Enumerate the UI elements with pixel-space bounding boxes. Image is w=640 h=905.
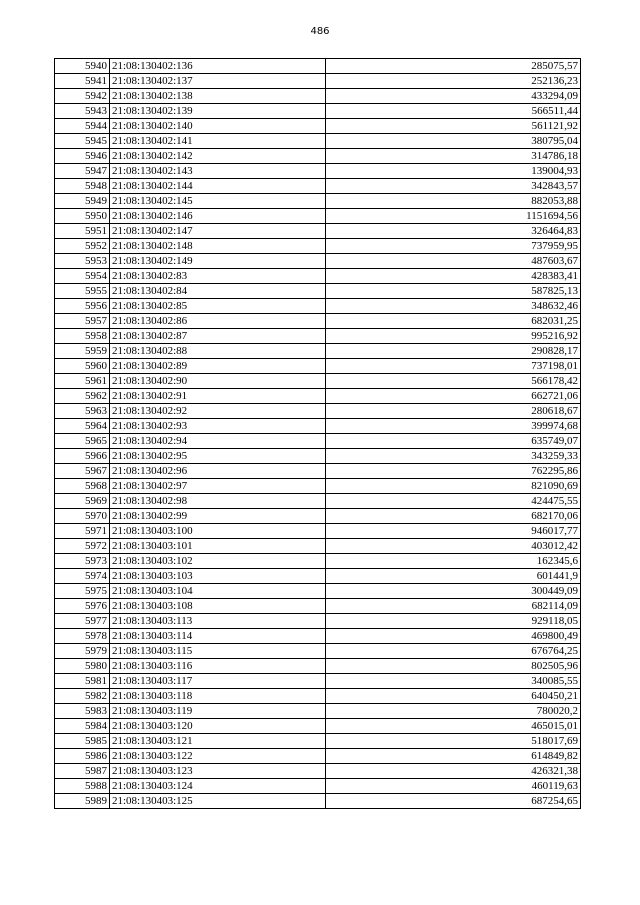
cadastral-value-cell: 340085,55 — [326, 674, 581, 689]
cadastral-value-cell: 882053,88 — [326, 194, 581, 209]
row-number-cell: 5948 — [55, 179, 110, 194]
row-number-cell: 5973 — [55, 554, 110, 569]
table-row — [55, 104, 581, 119]
table-row — [55, 119, 581, 134]
cadastral-value-cell: 635749,07 — [326, 434, 581, 449]
row-number-cell: 5969 — [55, 494, 110, 509]
cadastral-number-cell: 21:08:130403:120 — [110, 719, 326, 734]
cadastral-number-cell: 21:08:130403:115 — [110, 644, 326, 659]
row-number-cell: 5954 — [55, 269, 110, 284]
table-row — [55, 734, 581, 749]
table-row — [55, 644, 581, 659]
cadastral-value-cell: 1151694,56 — [326, 209, 581, 224]
row-number-cell: 5956 — [55, 299, 110, 314]
row-number-cell: 5962 — [55, 389, 110, 404]
cadastral-value-cell: 399974,68 — [326, 419, 581, 434]
cadastral-number-cell: 21:08:130402:139 — [110, 104, 326, 119]
cadastral-number-cell: 21:08:130403:118 — [110, 689, 326, 704]
row-number-cell: 5946 — [55, 149, 110, 164]
table-row — [55, 659, 581, 674]
cadastral-value-cell: 424475,55 — [326, 494, 581, 509]
cadastral-number-cell: 21:08:130402:86 — [110, 314, 326, 329]
cadastral-number-cell: 21:08:130403:100 — [110, 524, 326, 539]
cadastral-number-cell: 21:08:130403:121 — [110, 734, 326, 749]
table-row — [55, 614, 581, 629]
cadastral-number-cell: 21:08:130403:117 — [110, 674, 326, 689]
row-number-cell: 5982 — [55, 689, 110, 704]
cadastral-number-cell: 21:08:130402:143 — [110, 164, 326, 179]
table-row — [55, 374, 581, 389]
registry-table — [54, 58, 581, 809]
cadastral-value-cell: 460119,63 — [326, 779, 581, 794]
row-number-cell: 5953 — [55, 254, 110, 269]
cadastral-value-cell: 326464,83 — [326, 224, 581, 239]
cadastral-number-cell: 21:08:130402:149 — [110, 254, 326, 269]
cadastral-number-cell: 21:08:130403:116 — [110, 659, 326, 674]
cadastral-value-cell: 290828,17 — [326, 344, 581, 359]
cadastral-value-cell: 518017,69 — [326, 734, 581, 749]
table-row — [55, 179, 581, 194]
cadastral-value-cell: 561121,92 — [326, 119, 581, 134]
cadastral-number-cell: 21:08:130402:144 — [110, 179, 326, 194]
cadastral-value-cell: 487603,67 — [326, 254, 581, 269]
cadastral-number-cell: 21:08:130402:93 — [110, 419, 326, 434]
cadastral-value-cell: 587825,13 — [326, 284, 581, 299]
row-number-cell: 5966 — [55, 449, 110, 464]
row-number-cell: 5978 — [55, 629, 110, 644]
cadastral-value-cell: 300449,09 — [326, 584, 581, 599]
row-number-cell: 5987 — [55, 764, 110, 779]
cadastral-number-cell: 21:08:130403:101 — [110, 539, 326, 554]
cadastral-value-cell: 821090,69 — [326, 479, 581, 494]
cadastral-number-cell: 21:08:130402:94 — [110, 434, 326, 449]
cadastral-value-cell: 762295,86 — [326, 464, 581, 479]
row-number-cell: 5959 — [55, 344, 110, 359]
cadastral-number-cell: 21:08:130402:146 — [110, 209, 326, 224]
row-number-cell: 5970 — [55, 509, 110, 524]
cadastral-number-cell: 21:08:130402:142 — [110, 149, 326, 164]
row-number-cell: 5979 — [55, 644, 110, 659]
cadastral-number-cell: 21:08:130403:102 — [110, 554, 326, 569]
cadastral-number-cell: 21:08:130403:119 — [110, 704, 326, 719]
table-row — [55, 209, 581, 224]
cadastral-value-cell: 139004,93 — [326, 164, 581, 179]
row-number-cell: 5989 — [55, 794, 110, 809]
cadastral-number-cell: 21:08:130402:84 — [110, 284, 326, 299]
cadastral-number-cell: 21:08:130402:95 — [110, 449, 326, 464]
table-row — [55, 434, 581, 449]
table-row — [55, 689, 581, 704]
row-number-cell: 5981 — [55, 674, 110, 689]
table-row — [55, 779, 581, 794]
table-row — [55, 74, 581, 89]
table-row — [55, 629, 581, 644]
cadastral-value-cell: 995216,92 — [326, 329, 581, 344]
table-row — [55, 419, 581, 434]
cadastral-value-cell: 929118,05 — [326, 614, 581, 629]
cadastral-number-cell: 21:08:130402:138 — [110, 89, 326, 104]
cadastral-number-cell: 21:08:130403:113 — [110, 614, 326, 629]
cadastral-number-cell: 21:08:130402:99 — [110, 509, 326, 524]
cadastral-value-cell: 342843,57 — [326, 179, 581, 194]
registry-table-body — [55, 59, 581, 809]
cadastral-value-cell: 802505,96 — [326, 659, 581, 674]
cadastral-number-cell: 21:08:130402:148 — [110, 239, 326, 254]
table-row — [55, 329, 581, 344]
row-number-cell: 5957 — [55, 314, 110, 329]
table-row — [55, 59, 581, 74]
row-number-cell: 5968 — [55, 479, 110, 494]
row-number-cell: 5951 — [55, 224, 110, 239]
row-number-cell: 5952 — [55, 239, 110, 254]
row-number-cell: 5980 — [55, 659, 110, 674]
cadastral-value-cell: 566178,42 — [326, 374, 581, 389]
cadastral-value-cell: 314786,18 — [326, 149, 581, 164]
row-number-cell: 5985 — [55, 734, 110, 749]
page-number: 486 — [310, 26, 330, 37]
cadastral-value-cell: 946017,77 — [326, 524, 581, 539]
cadastral-number-cell: 21:08:130403:123 — [110, 764, 326, 779]
table-row — [55, 569, 581, 584]
cadastral-value-cell: 780020,2 — [326, 704, 581, 719]
row-number-cell: 5944 — [55, 119, 110, 134]
row-number-cell: 5942 — [55, 89, 110, 104]
table-row — [55, 314, 581, 329]
table-row — [55, 794, 581, 809]
table-row — [55, 284, 581, 299]
table-row — [55, 449, 581, 464]
row-number-cell: 5965 — [55, 434, 110, 449]
cadastral-number-cell: 21:08:130403:104 — [110, 584, 326, 599]
cadastral-value-cell: 601441,9 — [326, 569, 581, 584]
cadastral-number-cell: 21:08:130402:96 — [110, 464, 326, 479]
row-number-cell: 5950 — [55, 209, 110, 224]
cadastral-value-cell: 403012,42 — [326, 539, 581, 554]
table-row — [55, 704, 581, 719]
row-number-cell: 5941 — [55, 74, 110, 89]
cadastral-value-cell: 662721,06 — [326, 389, 581, 404]
row-number-cell: 5988 — [55, 779, 110, 794]
row-number-cell: 5976 — [55, 599, 110, 614]
cadastral-value-cell: 343259,33 — [326, 449, 581, 464]
cadastral-value-cell: 348632,46 — [326, 299, 581, 314]
cadastral-value-cell: 566511,44 — [326, 104, 581, 119]
cadastral-number-cell: 21:08:130402:83 — [110, 269, 326, 284]
table-row — [55, 134, 581, 149]
table-row — [55, 164, 581, 179]
table-row — [55, 404, 581, 419]
cadastral-number-cell: 21:08:130403:124 — [110, 779, 326, 794]
table-row — [55, 479, 581, 494]
row-number-cell: 5949 — [55, 194, 110, 209]
cadastral-number-cell: 21:08:130402:98 — [110, 494, 326, 509]
row-number-cell: 5977 — [55, 614, 110, 629]
cadastral-value-cell: 687254,65 — [326, 794, 581, 809]
row-number-cell: 5967 — [55, 464, 110, 479]
row-number-cell: 5940 — [55, 59, 110, 74]
table-row — [55, 749, 581, 764]
table-row — [55, 359, 581, 374]
row-number-cell: 5955 — [55, 284, 110, 299]
cadastral-number-cell: 21:08:130402:140 — [110, 119, 326, 134]
table-row — [55, 674, 581, 689]
table-row — [55, 464, 581, 479]
table-row — [55, 194, 581, 209]
cadastral-number-cell: 21:08:130402:147 — [110, 224, 326, 239]
cadastral-value-cell: 285075,57 — [326, 59, 581, 74]
cadastral-number-cell: 21:08:130402:136 — [110, 59, 326, 74]
table-row — [55, 494, 581, 509]
cadastral-number-cell: 21:08:130402:97 — [110, 479, 326, 494]
table-row — [55, 764, 581, 779]
row-number-cell: 5961 — [55, 374, 110, 389]
cadastral-number-cell: 21:08:130403:125 — [110, 794, 326, 809]
row-number-cell: 5947 — [55, 164, 110, 179]
row-number-cell: 5971 — [55, 524, 110, 539]
cadastral-value-cell: 433294,09 — [326, 89, 581, 104]
table-row — [55, 224, 581, 239]
cadastral-number-cell: 21:08:130402:88 — [110, 344, 326, 359]
cadastral-number-cell: 21:08:130402:141 — [110, 134, 326, 149]
row-number-cell: 5972 — [55, 539, 110, 554]
table-row — [55, 269, 581, 284]
cadastral-number-cell: 21:08:130402:92 — [110, 404, 326, 419]
row-number-cell: 5945 — [55, 134, 110, 149]
row-number-cell: 5964 — [55, 419, 110, 434]
cadastral-value-cell: 465015,01 — [326, 719, 581, 734]
cadastral-number-cell: 21:08:130402:85 — [110, 299, 326, 314]
cadastral-value-cell: 428383,41 — [326, 269, 581, 284]
cadastral-value-cell: 614849,82 — [326, 749, 581, 764]
cadastral-value-cell: 469800,49 — [326, 629, 581, 644]
row-number-cell: 5984 — [55, 719, 110, 734]
row-number-cell: 5975 — [55, 584, 110, 599]
cadastral-value-cell: 682170,06 — [326, 509, 581, 524]
cadastral-value-cell: 682031,25 — [326, 314, 581, 329]
row-number-cell: 5983 — [55, 704, 110, 719]
table-row — [55, 539, 581, 554]
cadastral-number-cell: 21:08:130402:90 — [110, 374, 326, 389]
table-row — [55, 719, 581, 734]
row-number-cell: 5958 — [55, 329, 110, 344]
table-row — [55, 344, 581, 359]
cadastral-number-cell: 21:08:130403:122 — [110, 749, 326, 764]
table-row — [55, 509, 581, 524]
cadastral-value-cell: 162345,6 — [326, 554, 581, 569]
row-number-cell: 5974 — [55, 569, 110, 584]
row-number-cell: 5960 — [55, 359, 110, 374]
cadastral-number-cell: 21:08:130403:103 — [110, 569, 326, 584]
row-number-cell: 5986 — [55, 749, 110, 764]
cadastral-number-cell: 21:08:130403:108 — [110, 599, 326, 614]
table-row — [55, 239, 581, 254]
table-row — [55, 554, 581, 569]
cadastral-value-cell: 676764,25 — [326, 644, 581, 659]
cadastral-number-cell: 21:08:130403:114 — [110, 629, 326, 644]
table-row — [55, 524, 581, 539]
table-row — [55, 254, 581, 269]
cadastral-value-cell: 737959,95 — [326, 239, 581, 254]
table-row — [55, 149, 581, 164]
table-row — [55, 299, 581, 314]
table-row — [55, 389, 581, 404]
cadastral-value-cell: 682114,09 — [326, 599, 581, 614]
table-row — [55, 599, 581, 614]
row-number-cell: 5963 — [55, 404, 110, 419]
table-row — [55, 89, 581, 104]
cadastral-value-cell: 426321,38 — [326, 764, 581, 779]
cadastral-number-cell: 21:08:130402:137 — [110, 74, 326, 89]
cadastral-value-cell: 280618,67 — [326, 404, 581, 419]
table-row — [55, 584, 581, 599]
cadastral-value-cell: 252136,23 — [326, 74, 581, 89]
cadastral-number-cell: 21:08:130402:145 — [110, 194, 326, 209]
cadastral-value-cell: 640450,21 — [326, 689, 581, 704]
cadastral-number-cell: 21:08:130402:91 — [110, 389, 326, 404]
cadastral-number-cell: 21:08:130402:89 — [110, 359, 326, 374]
cadastral-number-cell: 21:08:130402:87 — [110, 329, 326, 344]
cadastral-value-cell: 737198,01 — [326, 359, 581, 374]
cadastral-value-cell: 380795,04 — [326, 134, 581, 149]
row-number-cell: 5943 — [55, 104, 110, 119]
